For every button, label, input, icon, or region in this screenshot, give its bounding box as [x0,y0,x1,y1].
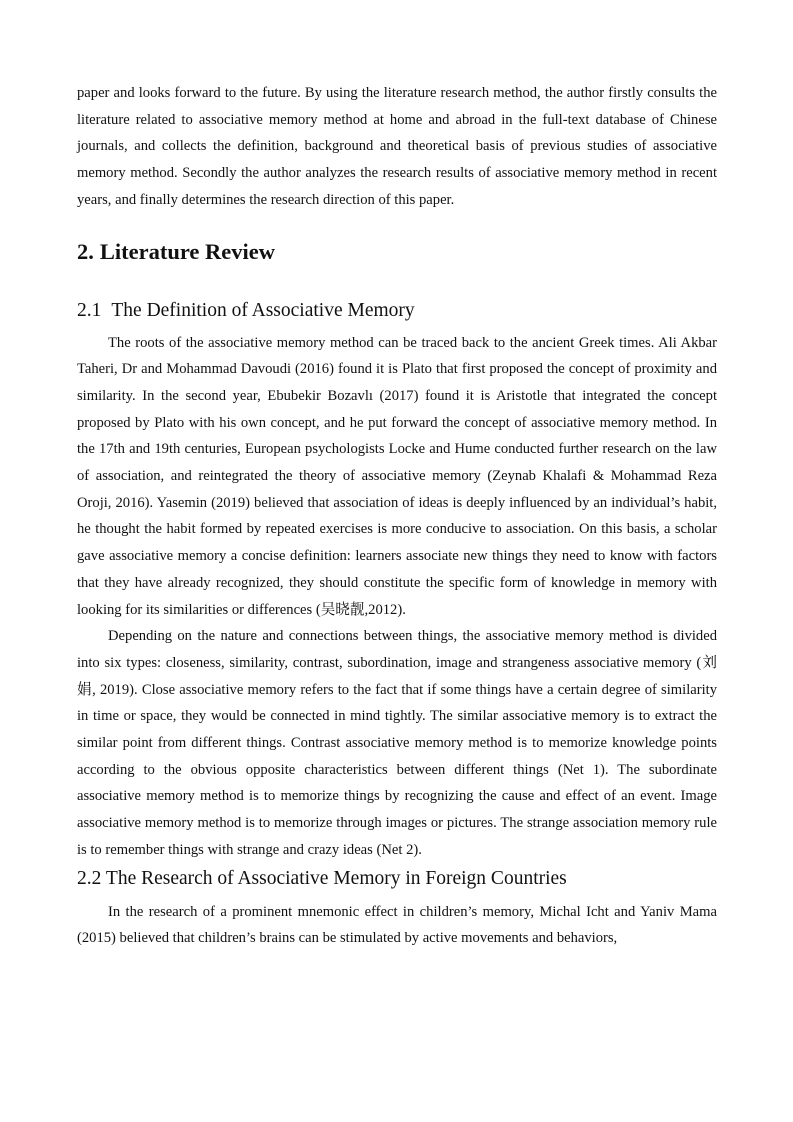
subsection-title: The Research of Associative Memory in Foreign Countries [105,867,567,889]
section-title: Literature Review [99,238,276,264]
subsection-heading-foreign-research [77,866,717,892]
subsection-title: The Definition of Associative Memory [111,299,415,321]
section-number: 2. [77,238,94,264]
subsection-number: 2.2 [77,867,102,889]
body-paragraph: The roots of the associative memory method can be traced back to the ancient Greek times. Ali Akbar Taheri, Dr and Mohammad Davoudi (2016) found it is Plato that first proposed the concept of proximity and similarity. In the second year, Ebubekir Bozavlı (2017) found it is Aristotle that integrated the concept proposed by Plato with his own concept, and he put forward the concept of associative memory method. In the 17th and 19th centuries, European psychologists Locke and Hume conducted further research on the law of association, and reintegrated the theory of associative memory (Zeynab Khalafi & Mohammad Reza Oroji, 2016). Yasemin (2019) believed that association of ideas is deeply influenced by an individual’s habit, he thought the habit formed by repeated exercises is more conducive to association. On this basis, a scholar gave associative memory a concise definition: learners associate new things they need to know with factors that they have already recognized, they should constitute the specific form of knowledge in memory with looking for its similarities or differences (吴晓靓,2012). [77,334,717,618]
intro-paragraph: paper and looks forward to the future. By using the literature research method, the author firstly consults the literature related to associative memory method at home and abroad in the full-text database of Chinese journals, and collects the definition, background and theoretical basis of previous studies of associative memory method. Secondly the author analyzes the research results of associative memory method in recent years, and finally determines the research direction of this paper. [77,85,717,208]
subsection-heading-definition [77,298,717,324]
section-heading-literature-review [77,238,717,266]
subsection-number: 2.1 [77,299,102,321]
body-paragraph: Depending on the nature and connections between things, the associative memory method is divided into six types: closeness, similarity, contrast, subordination, image and strangeness associative memory (刘娟, 2019). Close associative memory refers to the fact that if some things have a certain degree of similarity in time or space, they would be connected in mind tightly. The similar associative memory is to extract the similar point from different things. Contrast associative memory method is to memorize knowledge points according to the obvious opposite characteristics between different things (Net 1). The subordinate associative memory method is to memorize things by recognizing the cause and effect of an event. Image associative memory method is to memorize through images or pictures. The strange association memory rule is to remember things with strange and crazy ideas (Net 2). [77,628,717,858]
body-paragraph: In the research of a prominent mnemonic effect in children’s memory, Michal Icht and Yaniv Mama (2015) believed that children’s brains can be stimulated by active movements and behaviors, [77,903,717,947]
